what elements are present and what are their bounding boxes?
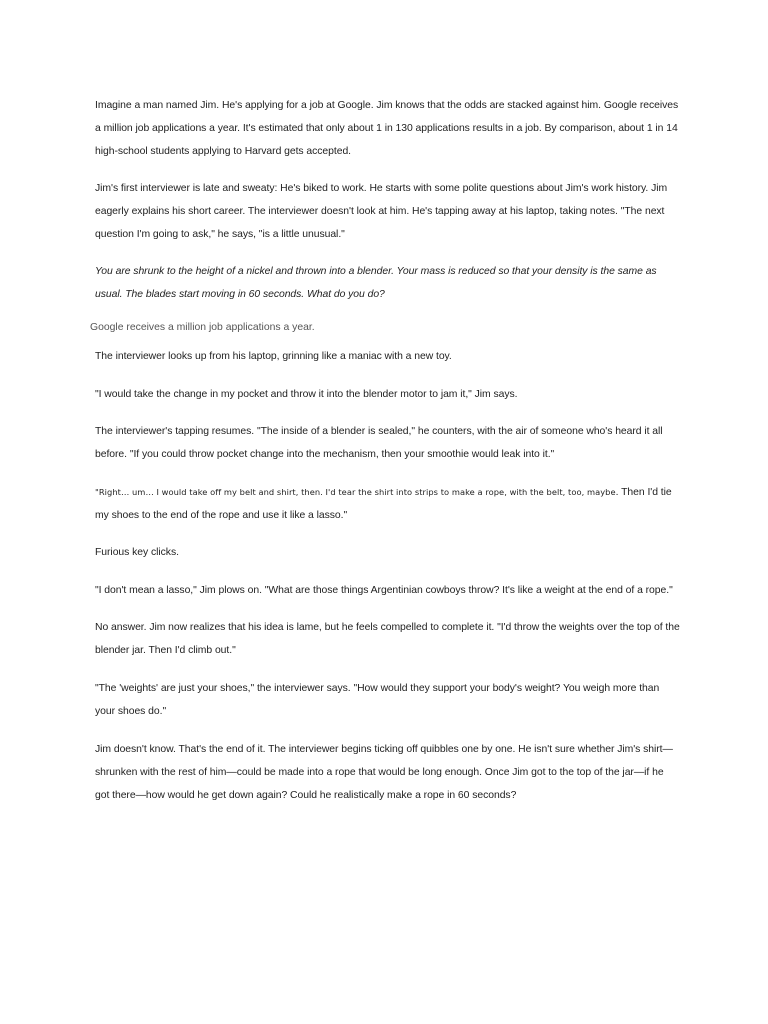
small-font-run: "Right… um… I would take off my belt and shirt, then. I'd tear the shirt into strips to make a rope, with the belt, too, maybe: [95, 487, 616, 497]
image-caption: Google receives a million job applications a year.: [90, 322, 315, 333]
paragraph-end-of-it: Jim doesn't know. That's the end of it. The interviewer begins ticking off quibbles one by one. He isn't sure whether Jim's shirt—shrunken with the rest of him—could be made into a rope that would be long enough. Once Jim got to the top of the jar—if he got there—how would he get down again? Could he realistically make a rope in 60 seconds?: [95, 744, 673, 801]
paragraph-blender-question: You are shrunk to the height of a nickel and thrown into a blender. Your mass is reduced so that your density is the same as usual. The blades start moving in 60 seconds. What do you do?: [95, 266, 657, 300]
normal-font-run: . Then I'd tie my shoes to the end of the rope and use it like a lasso.": [95, 487, 672, 521]
paragraph-intro: Imagine a man named Jim. He's applying for a job at Google. Jim knows that the odds are stacked against him. Google receives a million job applications a year. It's estimated that only about 1 in 130 applications results in a job. By comparison, about 1 in 14 high-school students applying to Harvard gets accepted.: [95, 100, 679, 157]
paragraph-weights-shoes: "The 'weights' are just your shoes," the interviewer says. "How would they support your body's weight? You weigh more than your shoes do.": [95, 683, 660, 717]
paragraph-blender-sealed: The interviewer's tapping resumes. "The inside of a blender is sealed," he counters, with the air of someone who's heard it all before. "If you could throw pocket change into the mechanism, then your smoothie would leak into it.": [95, 426, 663, 460]
paragraph-first-interviewer: Jim's first interviewer is late and sweaty: He's biked to work. He starts with some polite questions about Jim's work history. Jim eagerly explains his short career. The interviewer doesn't look at him. He's tapping away at his laptop, taking notes. "The next question I'm going to ask," he says, "is a little unusual.": [95, 183, 668, 240]
paragraph-key-clicks: Furious key clicks.: [95, 547, 179, 558]
paragraph-no-answer: No answer. Jim now realizes that his idea is lame, but he feels compelled to complete it. "I'd throw the weights over the top of the blender jar. Then I'd climb out.": [95, 622, 680, 656]
paragraph-rope-lasso: [95, 481, 680, 527]
paragraph-argentinian-cowboys: "I don't mean a lasso," Jim plows on. "What are those things Argentinian cowboys throw? It's like a weight at the end of a rope.": [95, 585, 673, 596]
paragraph-jim-pocket-change: "I would take the change in my pocket and throw it into the blender motor to jam it," Jim says.: [95, 389, 518, 400]
paragraph-interviewer-looks-up: The interviewer looks up from his laptop, grinning like a maniac with a new toy.: [95, 351, 452, 362]
